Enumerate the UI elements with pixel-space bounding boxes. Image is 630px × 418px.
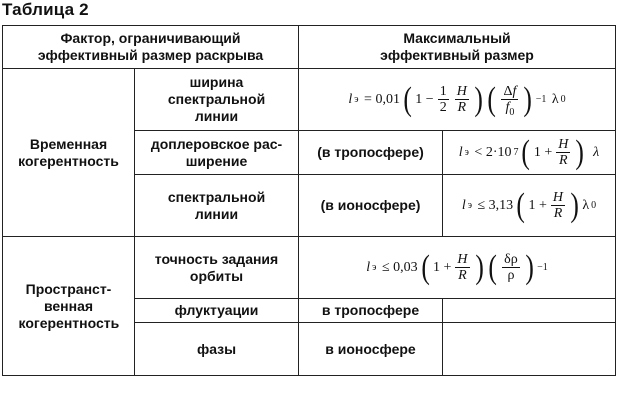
formula-cell-empty [443,323,616,376]
formula-cell-empty [443,299,616,323]
header-max-size [299,26,616,69]
formula-cell [299,69,616,131]
medium-cell: в тропосфере [299,299,443,323]
formula-doppler-troposphere: l э < 2·10 7 ( 1 + $\frac{H}{R}$ ) λ [458,133,600,171]
factor-cell: фазы [135,323,299,376]
header-max-text: Максимальный эффективный размер [380,30,534,63]
header-factor [3,26,299,69]
header-row [3,26,616,69]
table-caption: Таблица 2 [2,0,89,19]
factor-cell: флуктуации [135,299,299,323]
formula-orbit-accuracy: l э ≤ 0,03 ( 1 + $\frac{H}{R}$ ) ( $\frac{\delta\rho}{\rho}$ ) −1 [366,248,548,286]
group-temporal-label: Временная когерентность [3,69,135,237]
medium-cell: в ионосфере [299,323,443,376]
formula-cell [443,131,616,175]
factor-cell: доплеровское рас-ширение [135,131,299,175]
header-factor-text: Фактор, ограничивающий эффективный размер раскрыва [37,30,264,63]
formula-cell [299,237,616,299]
formula-cell [443,175,616,237]
table-row [3,237,616,299]
formula-linewidth: l э = 0,01 ( 1 − $\frac{1}{2}$ $\frac{H}{R}$ ) ( $\frac{\Delta f}{f_0}$ ) −1 λ 0 [348,80,566,118]
medium-cell: (в тропосфере) [299,131,443,175]
coherence-table [2,25,616,376]
table-row [3,69,616,131]
formula-doppler-ionosphere: l э ≤ 3,13 ( 1 + $\frac{H}{R}$ ) λ 0 [461,186,597,224]
group-spatial-label: Пространст-венная когерентность [3,237,135,376]
factor-cell: ширина спектральной линии [135,69,299,131]
medium-cell: (в ионосфере) [299,175,443,237]
factor-cell: спектральной линии [135,175,299,237]
factor-cell: точность задания орбиты [135,237,299,299]
